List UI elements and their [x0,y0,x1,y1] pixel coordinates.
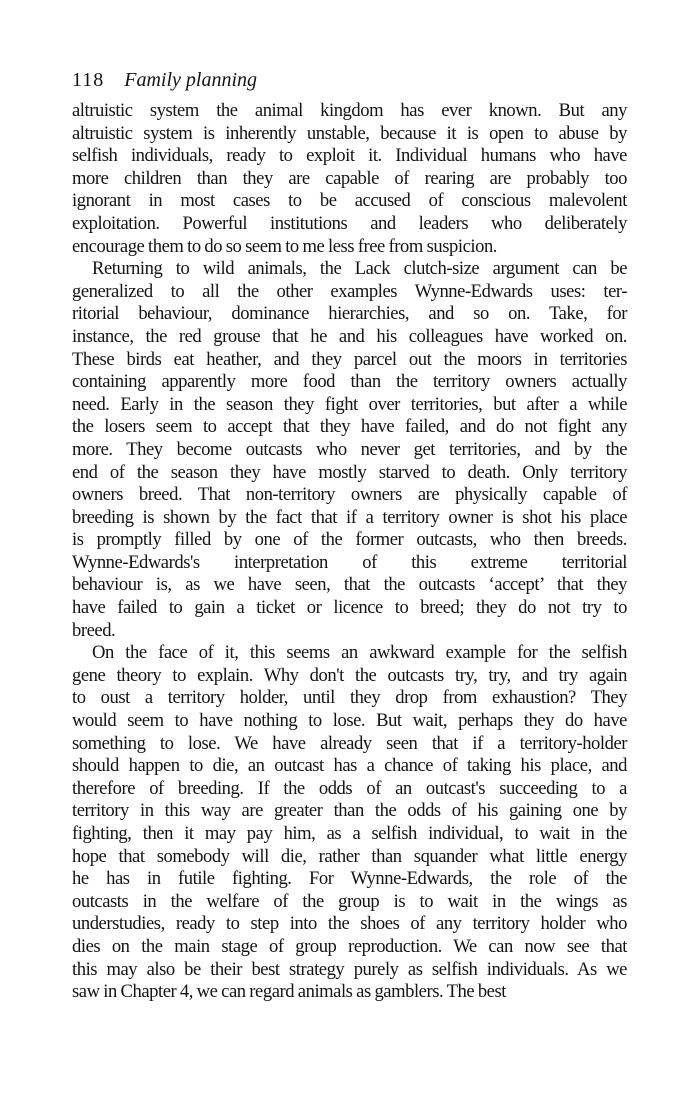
text-line: to oust a territory holder, until they drop from exhaustion? They [72,687,627,709]
text-line: altruistic system the animal kingdom has ever known. But any [72,100,627,121]
text-line: the losers seem to accept that they have failed, and do not fight any [72,416,627,438]
paragraph [72,258,627,642]
text-line: more children than they are capable of rearing are probably too [72,167,627,189]
text-line: On the face of it, this seems an awkward example for the selfish [92,642,627,664]
text-line: should happen to die, an outcast has a chance of taking his place, and [72,755,627,777]
text-line: understudies, ready to step into the shoes of any territory holder who [72,913,627,935]
text-line: containing apparently more food than the territory owners actually [72,371,627,393]
paragraph [72,100,627,258]
text-line: therefore of breeding. If the odds of an outcast's succeeding to a [72,777,627,799]
text-line: selfish individuals, ready to exploit it. Individual humans who have [72,145,627,167]
text-line: something to lose. We have already seen that if a territory-holder [72,732,627,754]
text-line: behaviour is, as we have seen, that the outcasts ‘accept’ that they [72,574,627,596]
text-line: saw in Chapter 4, we can regard animals as gamblers. The best [72,981,506,1003]
text-line: exploitation. Powerful institutions and leaders who deliberately [72,212,627,234]
text-line: These birds eat heather, and they parcel out the moors in territories [72,348,627,370]
text-line: more. They become outcasts who never get territories, and by the [72,438,627,460]
text-line: instance, the red grouse that he and his colleagues have worked on. [72,325,627,347]
text-line: territory in this way are greater than the odds of his gaining one by [72,800,627,822]
text-line: have failed to gain a ticket or licence to breed; they do not try to [72,597,627,619]
body-text [72,100,627,1004]
running-head [72,68,257,92]
text-line: fighting, then it may pay him, as a selfish individual, to wait in the [72,823,627,844]
text-line: owners breed. That non-territory owners are physically capable of [72,484,627,506]
text-line: is promptly filled by one of the former outcasts, who then breeds. [72,529,627,551]
text-line: Returning to wild animals, the Lack clutch-size argument can be [92,258,627,280]
chapter-title: Family planning [124,69,258,91]
text-line: breed. [72,619,116,641]
text-line: hope that somebody will die, rather than squander what little energy [72,845,627,867]
text-line: dies on the main stage of group reproduction. We can now see that [72,935,627,957]
text-line: ignorant in most cases to be accused of conscious malevolent [72,190,627,212]
text-line: would seem to have nothing to lose. But wait, perhaps they do have [72,710,627,732]
text-line: outcasts in the welfare of the group is to wait in the wings as [72,890,627,912]
text-line: altruistic system is inherently unstable, because it is open to abuse by [72,122,627,144]
text-line: he has in futile fighting. For Wynne-Edwards, the role of the [72,868,627,890]
paragraph [72,642,627,1004]
text-line: encourage them to do so seem to me less free from suspicion. [72,235,497,257]
text-line: breeding is shown by the fact that if a territory owner is shot his place [72,506,627,528]
text-line: Wynne-Edwards's interpretation of this extreme territorial [72,551,627,573]
page-number: 118 [72,69,105,91]
text-line: ritorial behaviour, dominance hierarchies, and so on. Take, for [72,303,627,325]
text-line: need. Early in the season they fight over territories, but after a while [72,393,627,415]
text-line: generalized to all the other examples Wynne-Edwards uses: ter- [72,280,627,302]
text-line: end of the season they have mostly starved to death. Only territory [72,461,627,483]
text-line: this may also be their best strategy purely as selfish individuals. As we [72,958,627,980]
text-line: gene theory to explain. Why don't the outcasts try, try, and try again [72,664,627,686]
